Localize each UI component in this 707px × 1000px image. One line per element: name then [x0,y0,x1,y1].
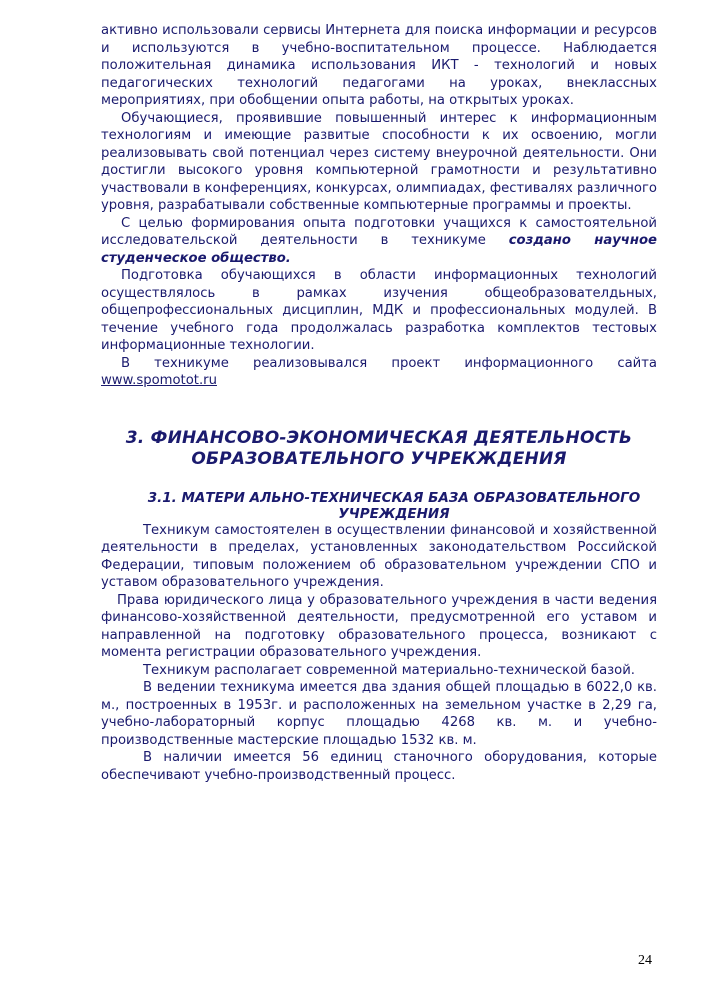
page-number: 24 [638,953,652,968]
research-society-text: С целью формирования опыта подготовки учащихся к самостоятельной исследовательской деятельности в техникуме [101,215,657,248]
website-link[interactable]: www.spomotot.ru [101,373,217,388]
research-society-emphasis: создано научное студенческое общество. [101,233,657,266]
document-page [101,22,657,784]
website-project-text: В техникуме реализовывался проект информационного сайта [121,355,657,371]
paragraph-material-base: Техникум располагает современной материально-технической базой. [143,662,635,678]
paragraph-ikt-usage: активно использовали сервисы Интернета для поиска информации и ресурсов и используются в учебно-воспитательном процессе. Наблюдается положительная динамика использования ИКТ - технологий и новых педагогических технологий педагогами на уроках, внеклассных мероприятиях, при обобщении опыта работы, на открытых уроках. [101,23,657,108]
section-title: 3. ФИНАНСОВО-ЭКОНОМИЧЕСКАЯ ДЕЯТЕЛЬНОСТЬ ОБРАЗОВАТЕЛЬНОГО УЧРЕКЖДЕНИЯ [125,427,633,469]
paragraph-buildings: В ведении техникума имеется два здания общей площадью в 6022,0 кв. м., построенных в 1953г. и расположенных на земельном участке в 2,29 га, учебно-лабораторный корпус площадью 4268 кв. м. и учебно-производственные мастерские площадью 1532 кв. м. [101,680,657,748]
paragraph-website-project [101,355,657,390]
subsection-title: 3.1. МАТЕРИ АЛЬНО-ТЕХНИЧЕСКАЯ БАЗА ОБРАЗОВАТЕЛЬНОГО УЧРЕЖДЕНИЯ [147,489,641,522]
paragraph-it-training: Подготовка обучающихся в области информационных технологий осуществлялось в рамках изучения общеобразователдьных, общепрофессиональных дисциплин, МДК и профессиональных модулей. В течение учебного года продолжалась разработка комплектов тестовых информационные технологии. [101,268,657,353]
paragraph-financial-independence: Техникум самостоятелен в осуществлении финансовой и хозяйственной деятельности в пределах, установленных законодательством Российской Федерации, типовым положением об образовательном учреждении СПО и уставом образовательного учреждения. [101,522,657,590]
paragraph-equipment: В наличии имеется 56 единиц станочного оборудования, которые обеспечивают учебно-производственный процесс. [101,750,657,783]
paragraph-research-society [101,215,657,268]
paragraph-students-interest: Обучающиеся, проявившие повышенный интерес к информационным технологиям и имеющие развитые способности к их освоению, могли реализовывать свой потенциал через систему внеурочной деятельности. Они достигли высокого уровня компьютерной грамотности и результативно участвовали в конференциях, конкурсах, олимпиадах, фестивалях различного уровня, разрабатывали собственные компьютерные программы и проекты. [101,110,657,213]
paragraph-legal-entity-rights: Права юридического лица у образовательного учреждения в части ведения финансово-хозяйственной деятельности, предусмотренной его уставом и направленной на подготовку образовательного процесса, возникают с момента регистрации образовательного учреждения. [101,592,657,660]
